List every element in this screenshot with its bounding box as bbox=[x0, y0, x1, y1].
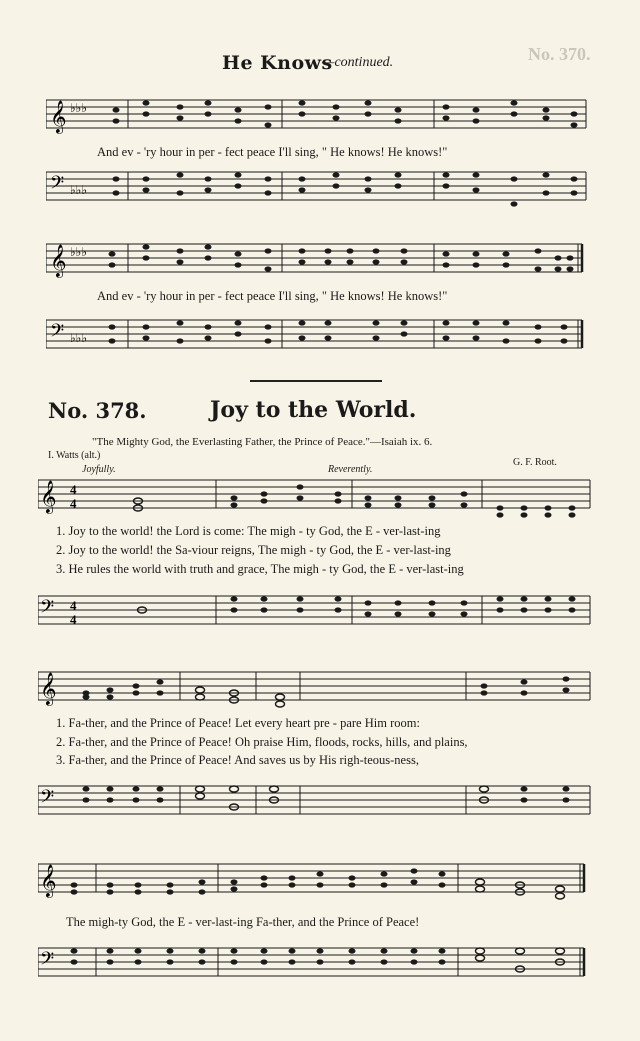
scripture-quote: "The Mighty God, the Everlasting Father, the Prince of Peace."—Isaiah ix. 6. bbox=[92, 436, 433, 448]
notes-h1-bass bbox=[231, 596, 576, 616]
treble-clef-icon: 𝄞 bbox=[50, 100, 67, 133]
flat-sign-icon: ♭♭♭ bbox=[70, 183, 87, 197]
treble-clef-icon: 𝄞 bbox=[40, 482, 57, 513]
refrain-line: The migh-ty God, the E - ver-last-ing Fa-ther, and the Prince of Peace! bbox=[66, 915, 420, 929]
verse3-line1: 3. He rules the world with truth and grace, The migh - ty God, the E - ver-last-ing bbox=[56, 562, 464, 576]
bass-clef-icon: 𝄢 bbox=[40, 948, 55, 973]
treble-clef-icon: 𝄞 bbox=[40, 674, 57, 705]
staff-h1-treble bbox=[38, 476, 594, 518]
flat-sign-icon: ♭♭♭ bbox=[70, 245, 87, 259]
time-sig-bottom: 4 bbox=[70, 612, 77, 627]
staff-s2-bass-svg bbox=[46, 316, 592, 358]
staff-h1-bass bbox=[38, 592, 594, 634]
staff-h1-treble-svg bbox=[38, 476, 594, 518]
half-notes-h1 bbox=[134, 498, 143, 511]
time-sig-top: 4 bbox=[70, 482, 77, 497]
verse2-line1: 2. Joy to the world! the Sa-viour reigns, The migh - ty God, the E - ver-last-ing bbox=[56, 543, 451, 557]
treble-clef-icon: 𝄞 bbox=[50, 246, 67, 277]
staff-s2-treble bbox=[46, 240, 592, 282]
bleed-through-number: No. 370. bbox=[528, 44, 591, 64]
header-title: He Knows bbox=[222, 52, 333, 74]
notes-s2-bass bbox=[109, 320, 568, 343]
notes-h3 bbox=[71, 868, 446, 894]
hymn-composer: G. F. Root. bbox=[513, 457, 557, 468]
staff-h2-bass-svg bbox=[38, 782, 594, 824]
staff-s2-bass bbox=[46, 316, 592, 358]
bass-clef-icon: 𝄢 bbox=[50, 320, 65, 345]
bass-clef-icon: 𝄢 bbox=[40, 596, 55, 621]
staff-h2-treble-svg bbox=[38, 668, 594, 710]
staff-h1-bass-svg bbox=[38, 592, 594, 634]
staff-s1-bass-svg bbox=[46, 168, 592, 210]
staff-s1-bass bbox=[46, 168, 592, 210]
header-continued: —continued. bbox=[322, 55, 394, 70]
staff-h3-treble bbox=[38, 860, 594, 902]
verse3-line2: 3. Fa-ther, and the Prince of Peace! And saves us by His righ-teous-ness, bbox=[56, 753, 419, 767]
verse1-line1: 1. Joy to the world! the Lord is come: The migh - ty God, the E - ver-last-ing bbox=[56, 524, 441, 538]
treble-clef-icon: 𝄞 bbox=[40, 866, 57, 897]
hymn-author: I. Watts (alt.) bbox=[48, 450, 101, 461]
time-sig-top: 4 bbox=[70, 598, 77, 613]
hymn-number: No. 378. bbox=[48, 398, 147, 423]
staff-s1-treble-svg bbox=[46, 96, 592, 138]
flat-sign-icon: ♭♭♭ bbox=[70, 101, 87, 115]
notes-h2 bbox=[83, 676, 570, 699]
staff-s2-treble-svg bbox=[46, 240, 592, 282]
lyric-s2-line1: And ev - 'ry hour in per - fect peace I'll sing, " He knows! He knows!" bbox=[97, 289, 448, 303]
verse1-line2: 1. Fa-ther, and the Prince of Peace! Let every heart pre - pare Him room: bbox=[56, 716, 420, 730]
staff-s1-treble bbox=[46, 96, 592, 138]
tempo-marking-joyfully: Joyfully. bbox=[82, 464, 116, 475]
section-divider bbox=[250, 380, 382, 382]
time-sig-bottom: 4 bbox=[70, 496, 77, 511]
staff-h2-treble bbox=[38, 668, 594, 710]
staff-h2-bass bbox=[38, 782, 594, 824]
notes-s1-bass bbox=[113, 172, 578, 206]
staff-h3-bass bbox=[38, 944, 594, 986]
bass-clef-icon: 𝄢 bbox=[40, 786, 55, 811]
hymn-title: Joy to the World. bbox=[210, 397, 417, 423]
staff-h3-bass-svg bbox=[38, 944, 594, 986]
tempo-marking-reverently: Reverently. bbox=[328, 464, 373, 475]
bass-clef-icon: 𝄢 bbox=[50, 172, 65, 197]
staff-h3-treble-svg bbox=[38, 860, 594, 902]
flat-sign-icon: ♭♭♭ bbox=[70, 331, 87, 345]
lyric-s1-line1: And ev - 'ry hour in per - fect peace I'll sing, " He knows! He knows!" bbox=[97, 145, 448, 159]
verse2-line2: 2. Fa-ther, and the Prince of Peace! Oh praise Him, floods, rocks, hills, and plains, bbox=[56, 735, 468, 749]
